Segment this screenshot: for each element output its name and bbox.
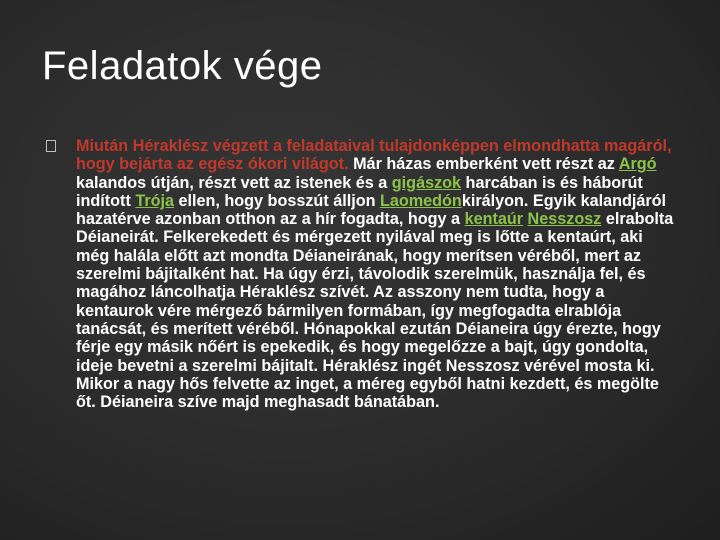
text-segment: Már házas emberként vett részt az bbox=[348, 155, 619, 174]
link-laomedon[interactable]: Laomedón bbox=[379, 191, 462, 210]
square-bullet-icon bbox=[46, 140, 56, 152]
text-segment: királyon. Egyik kalandjáról hazatérve azonban otthon az a hír fogadta, hogy a bbox=[76, 191, 667, 229]
body-paragraph bbox=[76, 137, 676, 411]
text-segment: harcában is és háborút indított bbox=[76, 173, 643, 210]
bullet-item bbox=[46, 137, 676, 411]
link-kentaur[interactable]: kentaúr bbox=[464, 210, 524, 229]
highlighted-sentence: Miután Héraklész végzett a feladataival tulajdonképpen elmondhatta magáról, hogy bejárta az egész ókori világot. bbox=[76, 137, 672, 174]
text-segment: ellen, hogy bosszút álljon bbox=[174, 191, 380, 210]
text-segment: kalandos útján, részt vett az istenek és a bbox=[76, 173, 392, 192]
link-troja[interactable]: Trója bbox=[135, 191, 175, 210]
link-nesszosz[interactable]: Nesszosz bbox=[527, 210, 602, 229]
link-argo[interactable]: Argó bbox=[618, 155, 657, 174]
slide-title: Feladatok vége bbox=[42, 44, 323, 88]
text-segment: elrabolta Déianeirát. Felkerekedett és mérgezett nyilával meg is lőtte a kentaúrt, aki még halála előtt azt mondta Déianeirának, hogy merítsen véréből, mert az szerelmi bájitalként hat. Ha úgy érzi, távolodik szerelmük, használja fel, és magához láncolhatja Héraklész szívét. Az asszony nem tudta, hogy a kentaurok vére mérgező bármilyen formában, így megfogadta elrablója tanácsát, és merített véréből. Hónapokkal ezután Déianeira úgy érezte, hogy férje egy másik nőért is epekedik, és hogy megelőzze a bajt, úgy gondolta, ideje bevetni a szerelmi bájitalt. Héraklész ingét Nesszosz vérével mosta ki. Mikor a nagy hős felvette az inget, a méreg egyből hatni kezdett, és megölte őt. Déianeira szíve majd meghasadt bánatában. bbox=[76, 210, 674, 412]
link-gigaszok[interactable]: gigászok bbox=[391, 173, 462, 192]
